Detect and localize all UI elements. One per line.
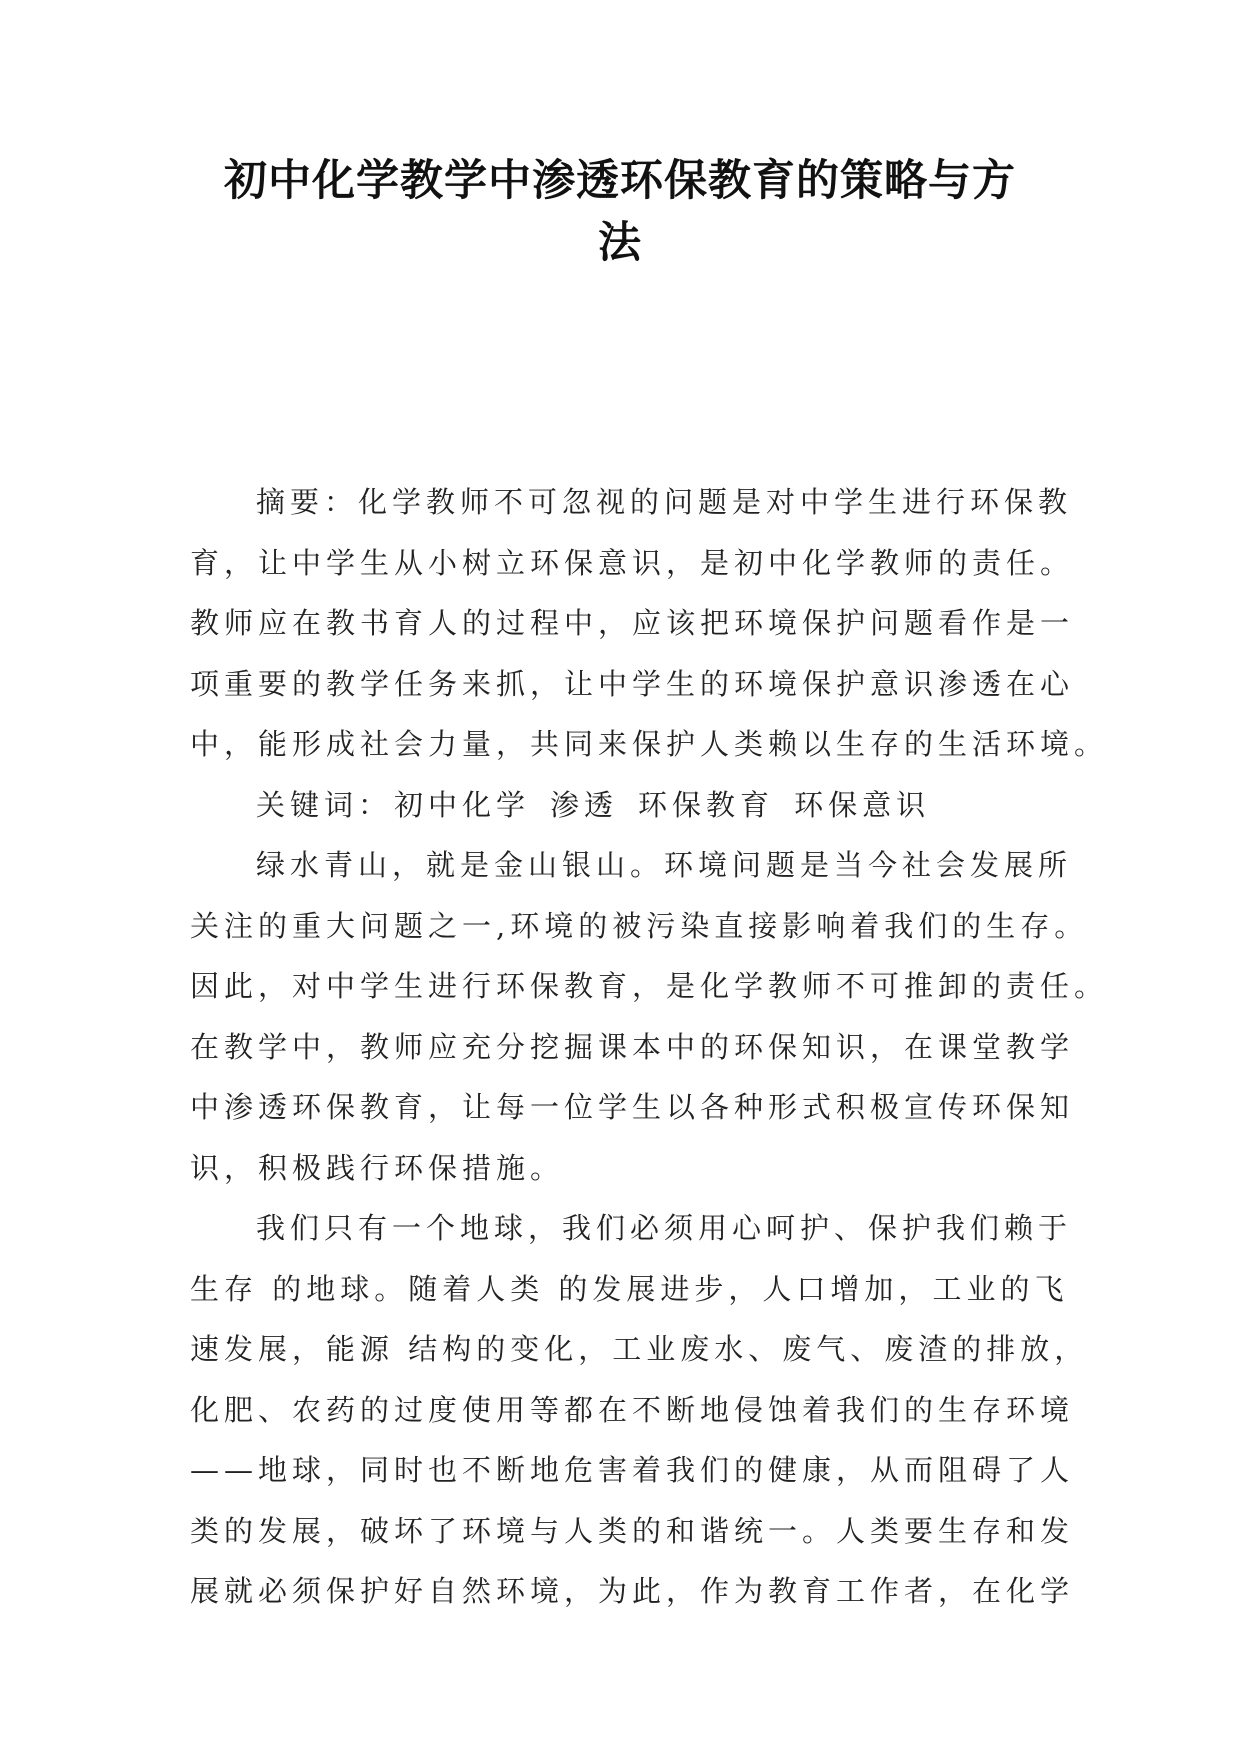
keyword: 环保教育 [638,787,775,822]
keyword: 渗透 [550,787,619,822]
paragraph-line: 化肥、农药的过度使用等都在不断地侵蚀着我们的生存环境 [190,1392,1075,1427]
abstract-line: 中，能形成社会力量，共同来保护人类赖以生存的生活环境。 [190,727,1109,761]
document-title [150,150,1090,274]
abstract-paragraph [190,472,1109,775]
paragraph-line: 绿水青山，就是金山银山。环境问题是当今社会发展所 [256,848,1073,882]
abstract-line: 摘要：化学教师不可忽视的问题是对中学生进行环保教 [256,485,1073,519]
keyword: 初中化学 [394,787,531,822]
title-line: 法 [598,218,642,268]
keyword: 环保意识 [794,787,931,822]
paragraph-line: 中渗透环保教育，让每一位学生以各种形式积极宣传环保知 [190,1090,1075,1124]
paragraph-line: 因此，对中学生进行环保教育，是化学教师不可推卸的责任。 [190,969,1109,1003]
paragraph-line: 速发展，能源 结构的变化，工业废水、废气、废渣的排放， [190,1332,1089,1366]
document-body [190,472,1109,1622]
abstract-line: 项重要的教学任务来抓，让中学生的环境保护意识渗透在心 [190,666,1075,701]
keywords-label: 关键词： [256,787,393,822]
paragraph-line: ——地球，同时也不断地危害着我们的健康，从而阻碍了人 [190,1453,1075,1487]
paragraph-line: 在教学中，教师应充分挖掘课本中的环保知识，在课堂教学 [190,1029,1075,1064]
body-paragraph-2 [190,1198,1089,1622]
keywords-line [190,775,1050,836]
paragraph-line: 展就必须保护好自然环境，为此，作为教育工作者，在化学 [190,1574,1075,1608]
paragraph-line: 类的发展，破坏了环境与人类的和谐统一。人类要生存和发 [190,1513,1075,1548]
body-paragraph-1 [190,835,1109,1198]
paragraph-line: 生存 的地球。随着人类 的发展进步，人口增加，工业的飞 [190,1271,1069,1306]
title-line: 初中化学教学中渗透环保教育的策略与方 [224,156,1016,206]
paragraph-line: 识，积极践行环保措施。 [190,1150,565,1185]
abstract-line: 育，让中学生从小树立环保意识，是初中化学教师的责任。 [190,545,1075,580]
paragraph-line: 我们只有一个地球，我们必须用心呵护、保护我们赖于 [256,1211,1073,1245]
paragraph-line: 关注的重大问题之一,环境的被污染直接影响着我们的生存。 [190,908,1089,943]
abstract-line: 教师应在教书育人的过程中，应该把环境保护问题看作是一 [190,606,1075,640]
